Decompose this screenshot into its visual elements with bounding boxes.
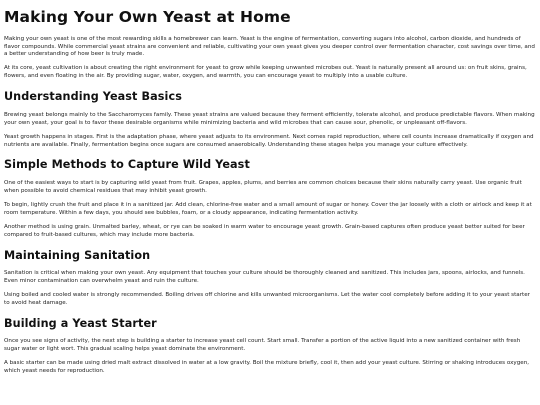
section-paragraph: Once you see signs of activity, the next step is building a starter to increase yeast cell count. Start small. Transfer a portion of the active liquid into a new sanitized container with fresh sugar water or light wort. This gradual scaling helps yeast dominate the environment. <box>4 338 521 353</box>
page-title: Making Your Own Yeast at Home <box>4 8 291 26</box>
section-paragraph: Another method is using grain. Unmalted barley, wheat, or rye can be soaked in warm water to encourage yeast growth. Grain-based captures often produce yeast better suited for beer compared to fruit-based cultures, which may include more bacteria. <box>4 223 525 238</box>
section-paragraph: A basic starter can be made using dried malt extract dissolved in water at a low gravity. Boil the mixture briefly, cool it, then add your yeast culture. Stirring or shaking introduces oxygen, which yeast needs for reproduction. <box>4 360 530 374</box>
section-paragraph: One of the easiest ways to start is by capturing wild yeast from fruit. Grapes, apples, plums, and berries are common choices because their skins naturally carry yeast. Use organic fruit when possible to avoid chemical residues that may inhibit yeast growth. <box>4 179 522 194</box>
section-heading-capture-wild-yeast: Simple Methods to Capture Wild Yeast <box>4 158 250 172</box>
intro-paragraph-1: Making your own yeast is one of the most rewarding skills a homebrewer can learn. Yeast is the engine of fermentation, converting sugars into alcohol, carbon dioxide, and hundreds of flavor compounds. While commercial yeast strains are convenient and reliable, cultivating your own yeast gives you deeper control over fermentation character, cost savings over time, and a better understanding of how beer is truly made. <box>4 35 535 58</box>
section-heading-yeast-basics: Understanding Yeast Basics <box>4 90 182 104</box>
section-paragraph: Yeast growth happens in stages. First is the adaptation phase, where yeast adjusts to its environment. Next comes rapid reproduction, where cell counts increase dramatically if oxygen and nutrients are available. Finally, fermentation begins once sugars are consumed anaerobically. Understanding these stages helps you manage your culture effectively. <box>4 133 534 148</box>
section-heading-sanitation: Maintaining Sanitation <box>4 248 151 262</box>
intro-paragraph-2: At its core, yeast cultivation is about creating the right environment for yeast to grow while keeping unwanted microbes out. Yeast is naturally present all around us: on fruit skins, grains, flowers, and even floating in the air. By providing sugar, water, oxygen, and warmth, you can encourage yeast to multiply into a usable culture. <box>4 65 527 80</box>
section-paragraph: Using boiled and cooled water is strongly recommended. Boiling drives off chlorine and kills unwanted microorganisms. Let the water cool completely before adding it to your yeast starter to avoid heat damage. <box>4 291 530 306</box>
section-paragraph: Brewing yeast belongs mainly to the Saccharomyces family. These yeast strains are valued because they ferment efficiently, tolerate alcohol, and produce predictable flavors. When making your own yeast, your goal is to favor these desirable organisms while minimizing bacteria and wild microbes that can cause sour, phenolic, or unpleasant off-flavors. <box>4 111 535 126</box>
section-paragraph: To begin, lightly crush the fruit and place it in a sanitized jar. Add clean, chlorine-free water and a small amount of sugar or honey. Cover the jar loosely with a cloth or airlock and keep it at room temperature. Within a few days, you should see bubbles, foam, or a cloudy appearance, indicating fermentation activity. <box>4 201 532 216</box>
section-paragraph: Sanitation is critical when making your own yeast. Any equipment that touches your culture should be thoroughly cleaned and sanitized. This includes jars, spoons, airlocks, and funnels. Even minor contamination can overwhelm yeast and ruin the culture. <box>4 269 525 284</box>
section-heading-yeast-starter: Building a Yeast Starter <box>4 316 157 330</box>
